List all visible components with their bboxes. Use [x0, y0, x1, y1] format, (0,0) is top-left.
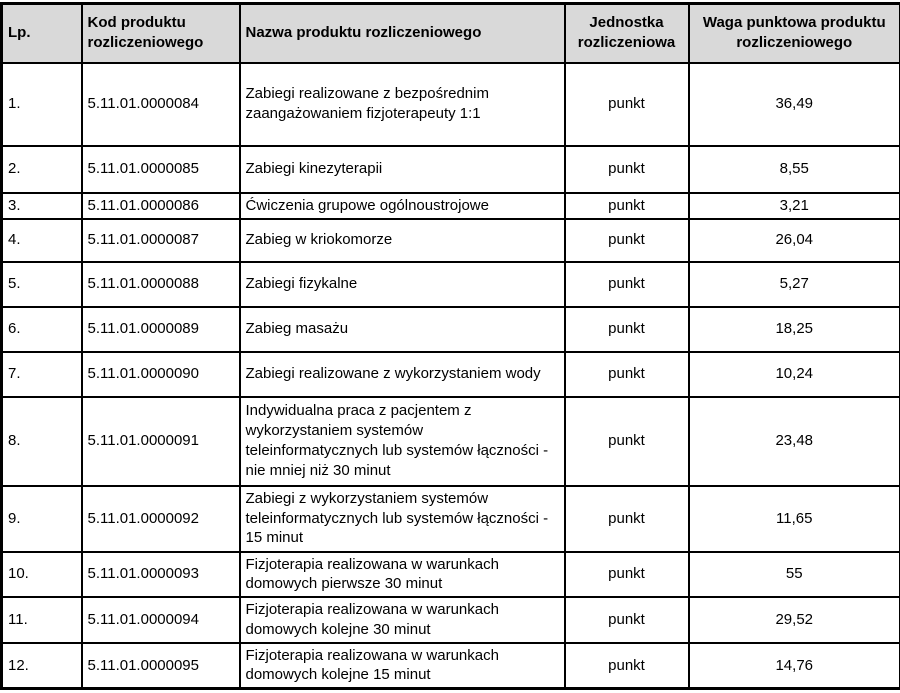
- cell-waga: 3,21: [689, 193, 900, 219]
- cell-nazwa: Fizjoterapia realizowana w warunkach domowych kolejne 15 minut: [240, 643, 565, 689]
- cell-waga: 10,24: [689, 352, 900, 397]
- cell-lp: 4.: [2, 219, 82, 262]
- cell-waga: 26,04: [689, 219, 900, 262]
- cell-waga: 11,65: [689, 486, 900, 552]
- cell-lp: 6.: [2, 307, 82, 352]
- cell-nazwa: Zabieg masażu: [240, 307, 565, 352]
- cell-lp: 11.: [2, 597, 82, 643]
- table-row: [2, 352, 900, 397]
- cell-lp: 10.: [2, 552, 82, 598]
- cell-jednostka: punkt: [565, 146, 689, 193]
- cell-kod: 5.11.01.0000093: [82, 552, 240, 598]
- cell-waga: 29,52: [689, 597, 900, 643]
- cell-waga: 5,27: [689, 262, 900, 307]
- cell-lp: 9.: [2, 486, 82, 552]
- cell-kod: 5.11.01.0000094: [82, 597, 240, 643]
- cell-jednostka: punkt: [565, 486, 689, 552]
- header-waga-punktowa: Waga punktowa produktu rozliczeniowego: [689, 4, 900, 63]
- cell-nazwa: Zabiegi fizykalne: [240, 262, 565, 307]
- cell-jednostka: punkt: [565, 643, 689, 689]
- cell-kod: 5.11.01.0000089: [82, 307, 240, 352]
- header-row: [2, 4, 900, 63]
- header-nazwa-produktu: Nazwa produktu rozliczeniowego: [240, 4, 565, 63]
- cell-lp: 2.: [2, 146, 82, 193]
- cell-jednostka: punkt: [565, 219, 689, 262]
- table-row: [2, 597, 900, 643]
- cell-kod: 5.11.01.0000088: [82, 262, 240, 307]
- cell-kod: 5.11.01.0000091: [82, 397, 240, 486]
- cell-nazwa: Ćwiczenia grupowe ogólnoustrojowe: [240, 193, 565, 219]
- table-row: [2, 643, 900, 689]
- table-row: [2, 146, 900, 193]
- cell-nazwa: Zabiegi realizowane z wykorzystaniem wody: [240, 352, 565, 397]
- table-row: [2, 486, 900, 552]
- cell-lp: 5.: [2, 262, 82, 307]
- cell-kod: 5.11.01.0000095: [82, 643, 240, 689]
- header-lp: Lp.: [2, 4, 82, 63]
- cell-waga: 14,76: [689, 643, 900, 689]
- cell-nazwa: Fizjoterapia realizowana w warunkach domowych kolejne 30 minut: [240, 597, 565, 643]
- cell-waga: 8,55: [689, 146, 900, 193]
- cell-jednostka: punkt: [565, 262, 689, 307]
- cell-waga: 23,48: [689, 397, 900, 486]
- cell-nazwa: Indywidualna praca z pacjentem z wykorzystaniem systemów teleinformatycznych lub systemów łączności - nie mniej niż 30 minut: [240, 397, 565, 486]
- table-row: [2, 552, 900, 598]
- cell-waga: 55: [689, 552, 900, 598]
- cell-lp: 7.: [2, 352, 82, 397]
- cell-kod: 5.11.01.0000085: [82, 146, 240, 193]
- cell-lp: 3.: [2, 193, 82, 219]
- cell-jednostka: punkt: [565, 193, 689, 219]
- table-row: [2, 63, 900, 146]
- cell-kod: 5.11.01.0000086: [82, 193, 240, 219]
- header-jednostka: Jednostka rozliczeniowa: [565, 4, 689, 63]
- cell-jednostka: punkt: [565, 397, 689, 486]
- cell-nazwa: Fizjoterapia realizowana w warunkach domowych pierwsze 30 minut: [240, 552, 565, 598]
- cell-nazwa: Zabiegi kinezyterapii: [240, 146, 565, 193]
- table-row: [2, 219, 900, 262]
- cell-jednostka: punkt: [565, 63, 689, 146]
- header-kod-produktu: Kod produktu rozliczeniowego: [82, 4, 240, 63]
- cell-waga: 18,25: [689, 307, 900, 352]
- cell-waga: 36,49: [689, 63, 900, 146]
- cell-nazwa: Zabiegi z wykorzystaniem systemów teleinformatycznych lub systemów łączności - 15 minut: [240, 486, 565, 552]
- cell-kod: 5.11.01.0000092: [82, 486, 240, 552]
- table-row: [2, 397, 900, 486]
- cell-jednostka: punkt: [565, 552, 689, 598]
- table-row: [2, 262, 900, 307]
- billing-products-table: [0, 2, 900, 690]
- cell-jednostka: punkt: [565, 597, 689, 643]
- cell-kod: 5.11.01.0000084: [82, 63, 240, 146]
- cell-lp: 1.: [2, 63, 82, 146]
- cell-jednostka: punkt: [565, 352, 689, 397]
- cell-lp: 8.: [2, 397, 82, 486]
- cell-nazwa: Zabiegi realizowane z bezpośrednim zaangażowaniem fizjoterapeuty 1:1: [240, 63, 565, 146]
- table-row: [2, 193, 900, 219]
- table-row: [2, 307, 900, 352]
- cell-lp: 12.: [2, 643, 82, 689]
- cell-jednostka: punkt: [565, 307, 689, 352]
- cell-kod: 5.11.01.0000090: [82, 352, 240, 397]
- cell-nazwa: Zabieg w kriokomorze: [240, 219, 565, 262]
- cell-kod: 5.11.01.0000087: [82, 219, 240, 262]
